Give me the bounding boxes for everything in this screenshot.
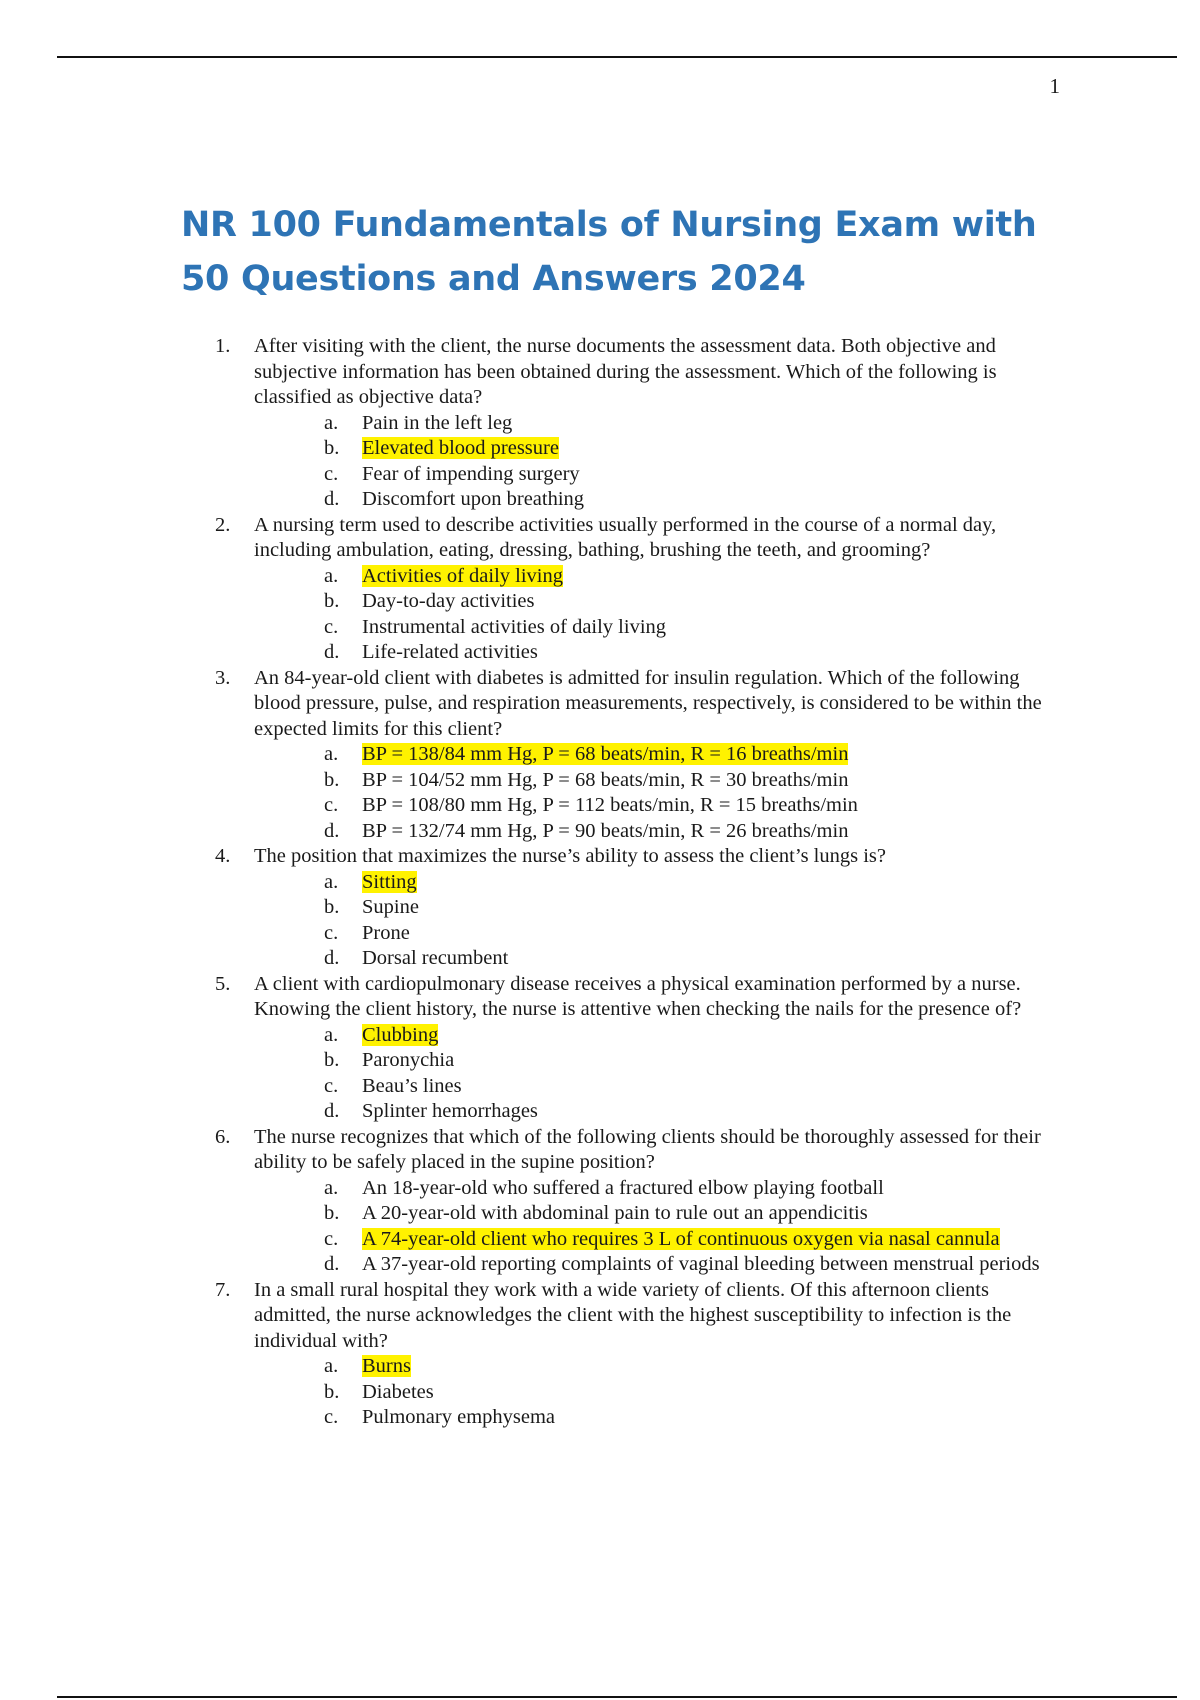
option-letter: d.	[324, 1100, 340, 1122]
correct-answer-highlight: Burns	[362, 1355, 411, 1377]
question-body	[254, 972, 1060, 1125]
option-text-wrap	[362, 1201, 1060, 1227]
option-letter: c.	[324, 462, 339, 485]
answer-option	[324, 640, 1060, 666]
option-text-wrap	[362, 462, 1060, 488]
answer-options	[254, 411, 1060, 513]
option-text-wrap	[362, 564, 1060, 590]
answer-option	[324, 1252, 1060, 1278]
option-letter: d.	[324, 488, 340, 510]
option-letter: b.	[324, 1202, 340, 1224]
answer-option	[324, 793, 1060, 819]
question-text: An 84-year-old client with diabetes is admitted for insulin regulation. Which of the following blood pressure, pulse, and respiration measurements, respectively, is considered to be within the expected limits for this client?	[254, 666, 1042, 740]
question-text: In a small rural hospital they work with a wide variety of clients. Of this afternoon clients admitted, the nurse acknowledges the client with the highest susceptibility to infection is the individual with?	[254, 1278, 1012, 1352]
answer-option	[324, 1201, 1060, 1227]
question-body	[254, 666, 1060, 845]
correct-answer-highlight: Clubbing	[362, 1023, 439, 1046]
option-letter: d.	[324, 641, 340, 663]
answer-option	[324, 768, 1060, 794]
option-text-wrap	[362, 895, 1060, 921]
answer-option	[324, 1074, 1060, 1100]
option-text-wrap	[362, 640, 1060, 666]
option-letter: c.	[324, 1227, 339, 1250]
answer-option	[324, 487, 1060, 513]
answer-option	[324, 1176, 1060, 1202]
question-list	[215, 334, 1060, 1431]
option-text: Beau’s lines	[362, 1074, 462, 1097]
question-item	[215, 513, 1060, 666]
option-text-wrap	[362, 1048, 1060, 1074]
option-letter: c.	[324, 615, 339, 638]
option-text: BP = 108/80 mm Hg, P = 112 beats/min, R = 15 breaths/min	[362, 794, 858, 816]
option-letter: b.	[324, 590, 340, 612]
answer-option	[324, 1380, 1060, 1406]
option-letter: d.	[324, 819, 340, 842]
option-text-wrap	[362, 1380, 1060, 1406]
answer-option	[324, 870, 1060, 896]
answer-options	[254, 1023, 1060, 1125]
question-number: 3.	[215, 666, 231, 689]
option-letter: c.	[324, 1074, 339, 1097]
answer-option	[324, 895, 1060, 921]
option-text-wrap	[362, 589, 1060, 615]
option-letter: a.	[324, 743, 339, 765]
answer-option	[324, 436, 1060, 462]
question-body	[254, 334, 1060, 513]
option-text-wrap	[362, 1023, 1060, 1049]
option-text: Dorsal recumbent	[362, 947, 509, 969]
option-text: Pain in the left leg	[362, 411, 513, 434]
option-text-wrap	[362, 946, 1060, 972]
answer-option	[324, 742, 1060, 768]
option-text-wrap	[362, 742, 1060, 768]
question-number: 5.	[215, 972, 231, 995]
answer-option	[324, 1354, 1060, 1380]
option-letter: a.	[324, 1355, 339, 1377]
option-text: A 37-year-old reporting complaints of vaginal bleeding between menstrual periods	[362, 1253, 1040, 1275]
question-text: A client with cardiopulmonary disease receives a physical examination performed by a nurse. Knowing the client history, the nurse is attentive when checking the nails for the presence of?	[254, 972, 1022, 1020]
question-item	[215, 334, 1060, 513]
answer-options	[254, 1354, 1060, 1431]
answer-option	[324, 946, 1060, 972]
option-text: Day-to-day activities	[362, 590, 535, 612]
answer-option	[324, 589, 1060, 615]
option-letter: b.	[324, 437, 340, 459]
question-item	[215, 666, 1060, 845]
option-letter: a.	[324, 870, 339, 893]
page-number: 1	[1049, 74, 1060, 98]
question-number: 1.	[215, 335, 231, 357]
option-text: Pulmonary emphysema	[362, 1406, 556, 1428]
question-item	[215, 844, 1060, 972]
option-letter: a.	[324, 1176, 339, 1199]
option-text: BP = 104/52 mm Hg, P = 68 beats/min, R = 30 breaths/min	[362, 768, 849, 791]
option-text: Fear of impending surgery	[362, 462, 580, 485]
answer-option	[324, 564, 1060, 590]
header-rule	[57, 56, 1177, 58]
option-text: Paronychia	[362, 1049, 455, 1071]
question-text: A nursing term used to describe activities usually performed in the course of a normal day, including ambulation, eating, dressing, bathing, brushing the teeth, and grooming?	[254, 513, 997, 561]
option-text-wrap	[362, 1176, 1060, 1202]
option-text-wrap	[362, 1405, 1060, 1431]
option-text: Supine	[362, 896, 419, 918]
option-text: Splinter hemorrhages	[362, 1100, 538, 1122]
answer-option	[324, 1048, 1060, 1074]
option-text-wrap	[362, 1099, 1060, 1125]
question-item	[215, 1125, 1060, 1278]
question-body	[254, 1278, 1060, 1431]
option-text-wrap	[362, 1227, 1060, 1253]
answer-options	[254, 1176, 1060, 1278]
question-body	[254, 513, 1060, 666]
correct-answer-highlight: BP = 138/84 mm Hg, P = 68 beats/min, R = 16 breaths/min	[362, 743, 849, 765]
option-letter: b.	[324, 1049, 340, 1071]
answer-options	[254, 564, 1060, 666]
question-number: 7.	[215, 1278, 231, 1301]
option-text: Discomfort upon breathing	[362, 488, 585, 510]
answer-options	[254, 870, 1060, 972]
option-text-wrap	[362, 1354, 1060, 1380]
footer-rule	[57, 1696, 1177, 1698]
question-body	[254, 1125, 1060, 1278]
correct-answer-highlight: A 74-year-old client who requires 3 L of continuous oxygen via nasal cannula	[362, 1227, 1000, 1250]
option-text-wrap	[362, 436, 1060, 462]
option-letter: a.	[324, 1023, 339, 1046]
option-text-wrap	[362, 487, 1060, 513]
option-letter: b.	[324, 1380, 340, 1403]
correct-answer-highlight: Sitting	[362, 870, 417, 893]
option-letter: c.	[324, 1406, 339, 1428]
question-body	[254, 844, 1060, 972]
option-text-wrap	[362, 615, 1060, 641]
option-text: Life-related activities	[362, 641, 538, 663]
option-text-wrap	[362, 1252, 1060, 1278]
option-text-wrap	[362, 768, 1060, 794]
question-item	[215, 972, 1060, 1125]
answer-option	[324, 615, 1060, 641]
answer-option	[324, 1099, 1060, 1125]
option-text: BP = 132/74 mm Hg, P = 90 beats/min, R = 26 breaths/min	[362, 819, 849, 842]
answer-option	[324, 921, 1060, 947]
answer-option	[324, 411, 1060, 437]
option-text: A 20-year-old with abdominal pain to rule out an appendicitis	[362, 1202, 868, 1224]
option-text-wrap	[362, 870, 1060, 896]
option-letter: a.	[324, 411, 339, 434]
question-text: The nurse recognizes that which of the following clients should be thoroughly assessed for their ability to be safely placed in the supine position?	[254, 1125, 1041, 1173]
option-text-wrap	[362, 921, 1060, 947]
question-number: 2.	[215, 513, 231, 536]
option-text-wrap	[362, 411, 1060, 437]
option-text: An 18-year-old who suffered a fractured elbow playing football	[362, 1176, 884, 1199]
answer-option	[324, 462, 1060, 488]
correct-answer-highlight: Activities of daily living	[362, 564, 563, 587]
question-text: The position that maximizes the nurse’s ability to assess the client’s lungs is?	[254, 845, 886, 867]
option-text-wrap	[362, 1074, 1060, 1100]
answer-option	[324, 1405, 1060, 1431]
correct-answer-highlight: Elevated blood pressure	[362, 437, 559, 459]
option-letter: d.	[324, 1253, 340, 1275]
question-number: 6.	[215, 1125, 231, 1148]
answer-options	[254, 742, 1060, 844]
option-text-wrap	[362, 793, 1060, 819]
option-text: Instrumental activities of daily living	[362, 615, 667, 638]
option-letter: a.	[324, 564, 339, 587]
option-text-wrap	[362, 819, 1060, 845]
option-text: Prone	[362, 921, 410, 944]
option-letter: b.	[324, 896, 340, 918]
question-text: After visiting with the client, the nurse documents the assessment data. Both objective and subjective information has been obtained during the assessment. Which of the following is classified as objective data?	[254, 335, 997, 408]
option-letter: c.	[324, 794, 339, 816]
option-letter: c.	[324, 921, 339, 944]
answer-option	[324, 1227, 1060, 1253]
document-title: NR 100 Fundamentals of Nursing Exam with 50 Questions and Answers 2024	[181, 205, 1037, 299]
option-text: Diabetes	[362, 1380, 434, 1403]
answer-option	[324, 1023, 1060, 1049]
answer-option	[324, 819, 1060, 845]
option-letter: d.	[324, 947, 340, 969]
option-letter: b.	[324, 768, 340, 791]
question-item	[215, 1278, 1060, 1431]
question-number: 4.	[215, 845, 231, 867]
